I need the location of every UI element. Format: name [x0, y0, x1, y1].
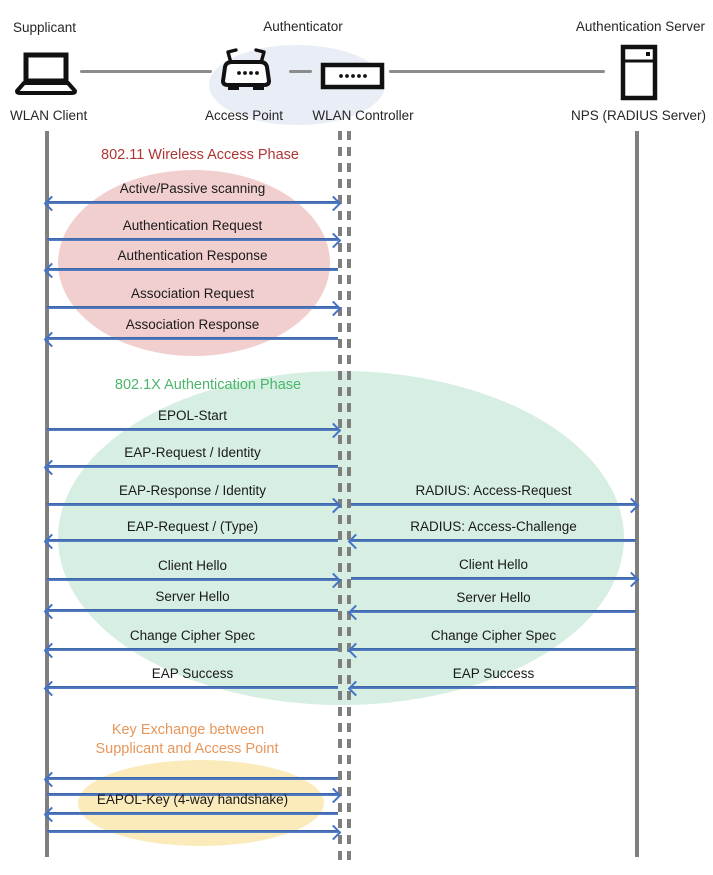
device-label-access-point: Access Point — [204, 108, 284, 123]
phase2-title: 802.1X Authentication Phase — [114, 377, 302, 393]
server-icon — [620, 44, 658, 101]
message-label: EPOL-Start — [157, 408, 228, 423]
message-label: EAP-Request / Identity — [124, 445, 261, 460]
message-label: Active/Passive scanning — [119, 181, 266, 196]
message-label: Association Request — [130, 286, 255, 301]
device-label-wlan-controller: WLAN Controller — [312, 108, 414, 123]
message-label: Client Hello — [157, 558, 228, 573]
role-authentication-server: Authentication Server — [575, 19, 705, 34]
message-label: Change Cipher Spec — [430, 628, 557, 643]
message-label: Authentication Response — [117, 248, 268, 263]
device-label-wlan-client: WLAN Client — [10, 108, 88, 123]
lifeline-wlan-controller-right — [347, 131, 351, 862]
device-label-nps: NPS (RADIUS Server) — [570, 108, 706, 123]
phase3-title-line1: Key Exchange between — [111, 722, 265, 738]
message-label: EAP Success — [151, 666, 234, 681]
message-label: EAPOL-Key (4-way handshake) — [96, 792, 289, 807]
laptop-icon — [11, 52, 79, 96]
message-label: EAP-Request / (Type) — [126, 519, 259, 534]
message-label: Authentication Request — [122, 218, 263, 233]
message-label: Client Hello — [458, 557, 529, 572]
message-label: Server Hello — [456, 590, 531, 605]
message-label: Association Response — [125, 317, 260, 332]
role-authenticator: Authenticator — [263, 19, 343, 34]
phase1-title: 802.11 Wireless Access Phase — [101, 147, 299, 163]
message-label: RADIUS: Access-Request — [415, 483, 572, 498]
wlan-controller-icon — [320, 62, 385, 90]
message-label: EAP-Response / Identity — [118, 483, 267, 498]
connector-ap-controller — [289, 70, 312, 73]
message-label: EAP Success — [452, 666, 535, 681]
message-label: RADIUS: Access-Challenge — [410, 519, 577, 534]
role-supplicant: Supplicant — [13, 20, 77, 35]
lifeline-nps — [635, 131, 639, 857]
phase3-title-line2: Supplicant and Access Point — [95, 741, 279, 757]
message-label: Change Cipher Spec — [129, 628, 256, 643]
message-label: Server Hello — [155, 589, 230, 604]
connector-controller-server — [389, 70, 605, 73]
connector-client-ap — [80, 70, 212, 73]
access-point-icon — [216, 47, 276, 93]
